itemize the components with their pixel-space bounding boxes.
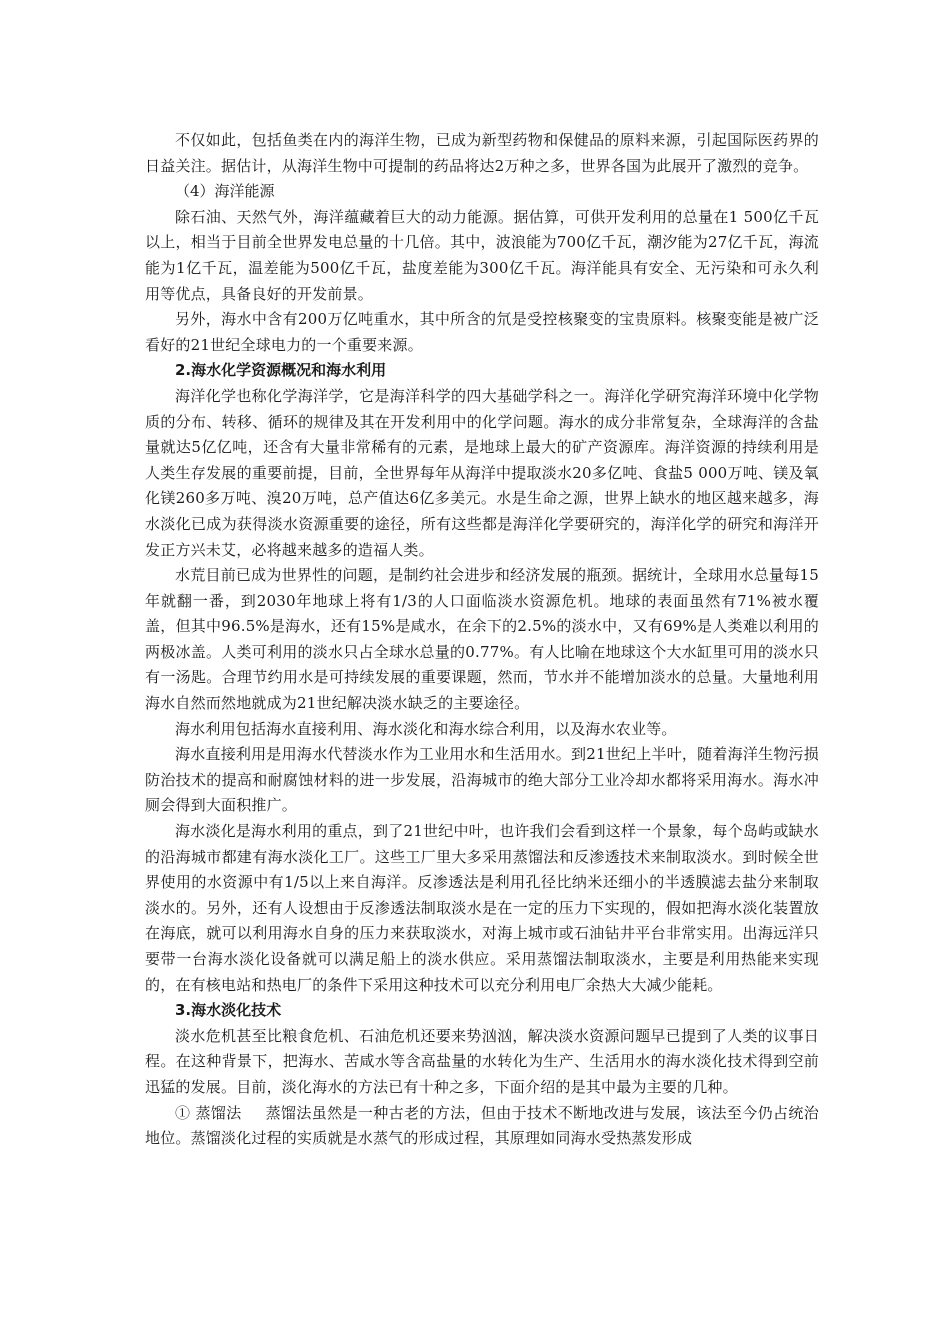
distillation-term: ① 蒸馏法 — [175, 1103, 242, 1122]
paragraph-ocean-energy: 除石油、天然气外，海洋蕴藏着巨大的动力能源。据估算，可供开发利用的总量在1 500亿千瓦以上，相当于目前全世界发电总量的十几倍。其中，波浪能为700亿千瓦，潮汐能为27亿千瓦，海流能为1亿千瓦，温差能为500亿千瓦，盐度差能为300亿千瓦。海洋能具有安全、无污染和可永久利用等优点，具备良好的开发前景。 — [145, 207, 819, 303]
paragraph-desalination: 海水淡化是海水利用的重点，到了21世纪中叶，也许我们会看到这样一个景象，每个岛屿或缺水的沿海城市都建有海水淡化工厂。这些工厂里大多采用蒸馏法和反渗透技术来制取淡水。到时候全世界使用的水资源中有1/5以上来自海洋。反渗透法是利用孔径比纳米还细小的半透膜滤去盐分来制取淡水的。另外，还有人设想由于反渗透法制取淡水是在一定的压力下实现的，假如把海水淡化装置放在海底，就可以利用海水自身的压力来获取淡水，对海上城市或石油钻井平台非常实用。出海远洋只要带一台海水淡化设备就可以满足船上的淡水供应。采用蒸馏法制取淡水，主要是利用热能来实现的，在有核电站和热电厂的条件下采用这种技术可以充分利用电厂余热大大减少能耗。 — [145, 822, 819, 994]
distillation-text: 蒸馏法虽然是一种古老的方法，但由于技术不断地改进与发展，该法至今仍占统治地位。蒸馏淡化过程的实质就是水蒸气的形成过程，其原理如同海水受热蒸发形成 — [145, 1103, 819, 1148]
paragraph-desalination-tech: 淡水危机甚至比粮食危机、石油危机还要来势汹汹，解决淡水资源问题早已提到了人类的议事日程。在这种背景下，把海水、苦咸水等含高盐量的水转化为生产、生活用水的海水淡化技术得到空前迅猛的发展。目前，淡化海水的方法已有十种之多，下面介绍的是其中最为主要的几种。 — [145, 1026, 819, 1096]
paragraph-heavy-water: 另外，海水中含有200万亿吨重水，其中所含的氘是受控核聚变的宝贵原料。核聚变能是被广泛看好的21世纪全球电力的一个重要来源。 — [145, 310, 819, 354]
section-heading-2: 2.海水化学资源概况和海水利用 — [175, 361, 387, 380]
document-page — [145, 128, 819, 1152]
paragraph-marine-chemistry: 海洋化学也称化学海洋学，它是海洋科学的四大基础学科之一。海洋化学研究海洋环境中化学物质的分布、转移、循环的规律及其在开发利用中的化学问题。海水的成分非常复杂，全球海洋的含盐量就达5亿亿吨，还含有大量非常稀有的元素，是地球上最大的矿产资源库。海洋资源的持续利用是人类生存发展的重要前提，目前，全世界每年从海洋中提取淡水20多亿吨、食盐5 000万吨、镁及氧化镁260多万吨、溴20万吨，总产值达6亿多美元。水是生命之源，世界上缺水的地区越来越多，海水淡化已成为获得淡水资源重要的途径，所有这些都是海洋化学要研究的，海洋化学的研究和海洋开发正方兴未艾，必将越来越多的造福人类。 — [145, 386, 819, 559]
paragraph-seawater-utilization: 海水利用包括海水直接利用、海水淡化和海水综合利用，以及海水农业等。 — [175, 719, 677, 738]
paragraph-distillation — [145, 1101, 819, 1152]
paragraph-water-shortage: 水荒目前已成为世界性的问题，是制约社会进步和经济发展的瓶颈。据统计，全球用水总量每15年就翻一番，到2030年地球上将有1/3的人口面临淡水资源危机。地球的表面虽然有71%被水覆盖，但其中96.5%是海水，还有15%是咸水，在余下的2.5%的淡水中，又有69%是人类难以利用的两极冰盖。人类可利用的淡水只占全球水总量的0.77%。有人比喻在地球这个大水缸里可用的淡水只有一汤匙。合理节约用水是可持续发展的重要课题，然而，节水并不能增加淡水的总量。大量地利用海水自然而然地就成为21世纪解决淡水缺乏的主要途径。 — [145, 566, 819, 713]
paragraph-direct-use: 海水直接利用是用海水代替淡水作为工业用水和生活用水。到21世纪上半叶，随着海洋生物污损防治技术的提高和耐腐蚀材料的进一步发展，沿海城市的绝大部分工业冷却水都将采用海水。海水冲厕会得到大面积推广。 — [145, 745, 819, 815]
paragraph-marine-drugs: 不仅如此，包括鱼类在内的海洋生物，已成为新型药物和保健品的原料来源，引起国际医药界的日益关注。据估计，从海洋生物中可提制的药品将达2万种之多，世界各国为此展开了激烈的竞争。 — [145, 131, 819, 175]
subheading-ocean-energy: （4）海洋能源 — [175, 182, 275, 201]
section-heading-3: 3.海水淡化技术 — [175, 1001, 282, 1020]
